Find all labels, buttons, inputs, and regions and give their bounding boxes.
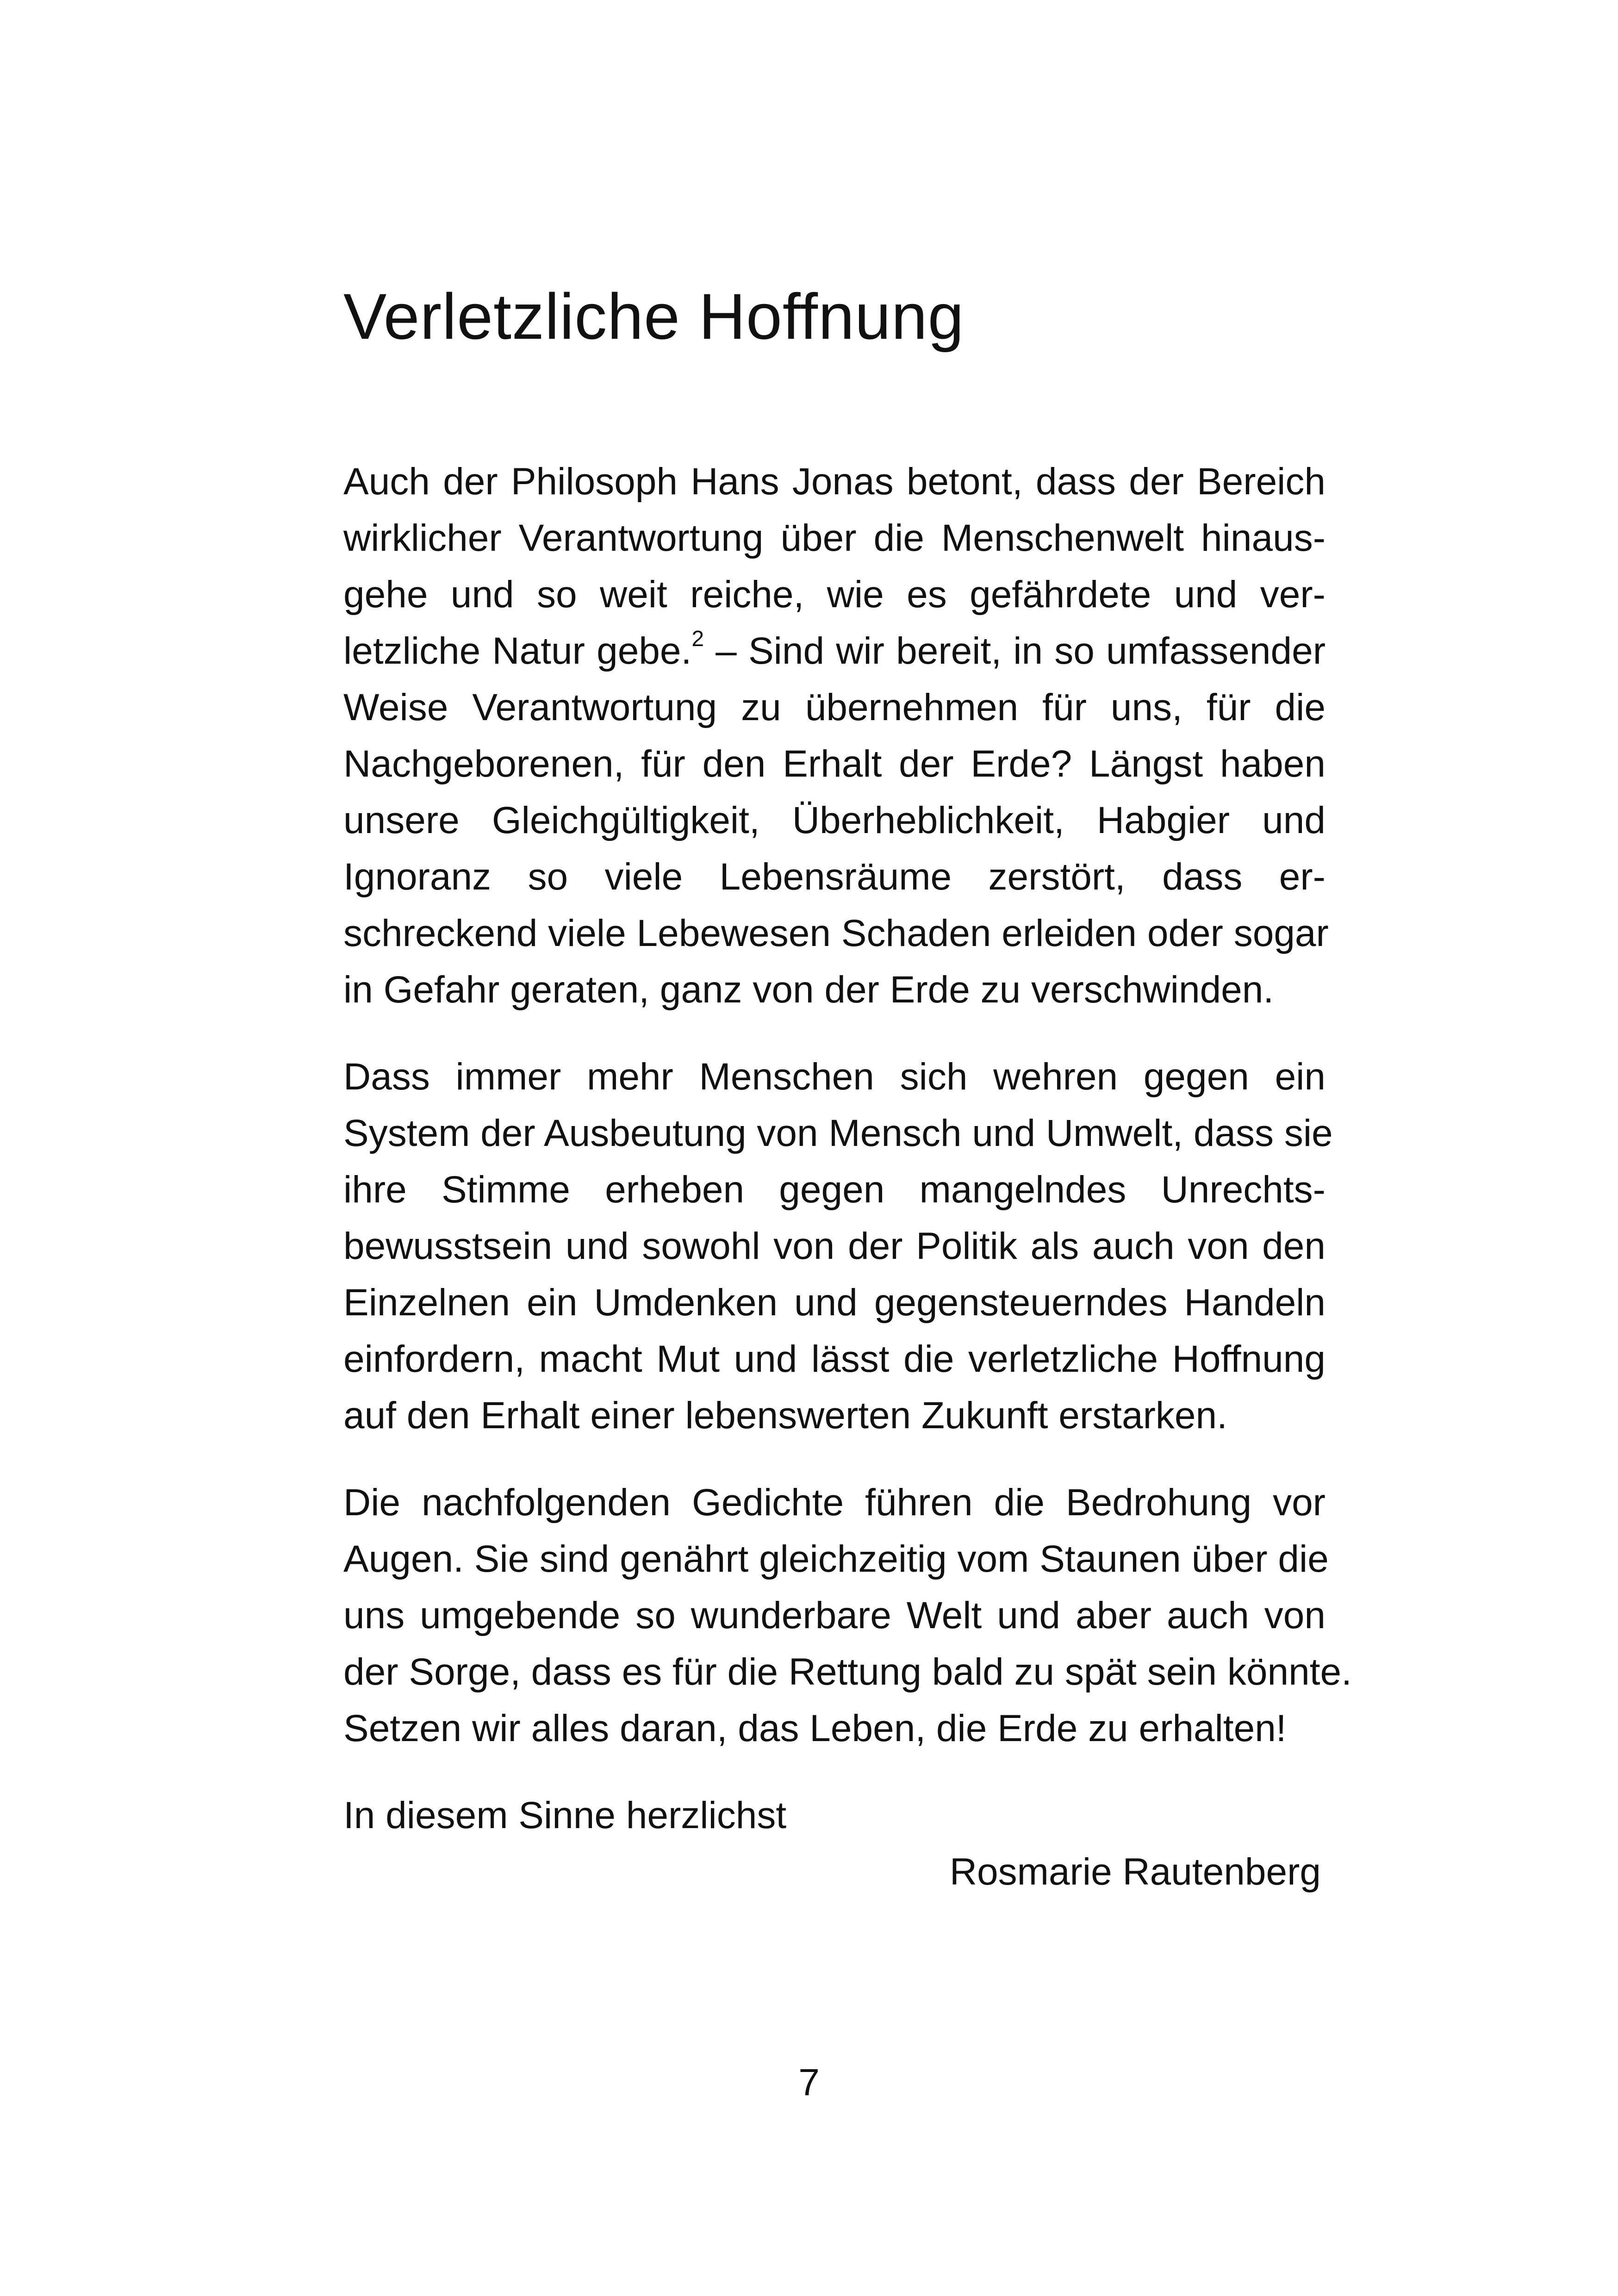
paragraph-3 xyxy=(343,1475,1352,1757)
page-number: 7 xyxy=(798,2061,820,2103)
text-line: auf den Erhalt einer lebenswerten Zukunft erstarken. xyxy=(343,1394,1227,1437)
closing-line: In diesem Sinne herzlichst xyxy=(343,1794,787,1836)
text-line: einfordern, macht Mut und lässt die verletzliche Hoffnung xyxy=(343,1338,1326,1380)
text-line: uns umgebende so wunderbare Welt und aber auch von xyxy=(343,1594,1326,1636)
text-line: Die nachfolgenden Gedichte führen die Bedrohung vor xyxy=(343,1481,1326,1524)
text-line: Nachgeborenen, für den Erhalt der Erde? Längst haben xyxy=(343,743,1326,785)
page-title: Verletzliche Hoffnung xyxy=(343,280,965,353)
text-line: Ignoranz so viele Lebensräume zerstört, dass er- xyxy=(343,856,1326,898)
text-line: gehe und so weit reiche, wie es gefährdete und ver- xyxy=(343,573,1326,616)
text-line: ihre Stimme erheben gegen mangelndes Unrechts- xyxy=(343,1169,1326,1211)
text-line: unsere Gleichgültigkeit, Überheblichkeit, Habgier und xyxy=(343,799,1326,841)
text-line: der Sorge, dass es für die Rettung bald zu spät sein könnte. xyxy=(343,1651,1352,1693)
text-line-with-footnote xyxy=(343,623,1326,679)
body-text xyxy=(343,454,1352,1900)
text-line: Einzelnen ein Umdenken und gegensteuerndes Handeln xyxy=(343,1282,1326,1324)
text-line: Augen. Sie sind genährt gleichzeitig vom Staunen über die xyxy=(343,1538,1329,1580)
text-line: schreckend viele Lebewesen Schaden erleiden oder sogar xyxy=(343,912,1329,954)
text-line: bewusstsein und sowohl von der Politik als auch von den xyxy=(343,1225,1326,1267)
footnote-reference[interactable]: 2 xyxy=(691,626,704,651)
text-line: Auch der Philosoph Hans Jonas betont, dass der Bereich xyxy=(343,460,1326,503)
paragraph-2 xyxy=(343,1049,1333,1444)
signature: Rosmarie Rautenberg xyxy=(949,1851,1321,1893)
text-segment: – Sind wir bereit, in so umfassender xyxy=(704,630,1326,672)
text-segment: letzliche Natur gebe. xyxy=(343,630,692,672)
text-line: in Gefahr geraten, ganz von der Erde zu verschwinden. xyxy=(343,969,1274,1011)
paragraph-1 xyxy=(343,454,1329,1018)
text-line: Dass immer mehr Menschen sich wehren gegen ein xyxy=(343,1056,1326,1098)
text-line: Setzen wir alles daran, das Leben, die Erde zu erhalten! xyxy=(343,1707,1287,1749)
text-line: wirklicher Verantwortung über die Menschenwelt hinaus- xyxy=(343,517,1326,559)
text-line: Weise Verantwortung zu übernehmen für uns, für die xyxy=(343,686,1326,728)
text-line: System der Ausbeutung von Mensch und Umwelt, dass sie xyxy=(343,1112,1333,1154)
